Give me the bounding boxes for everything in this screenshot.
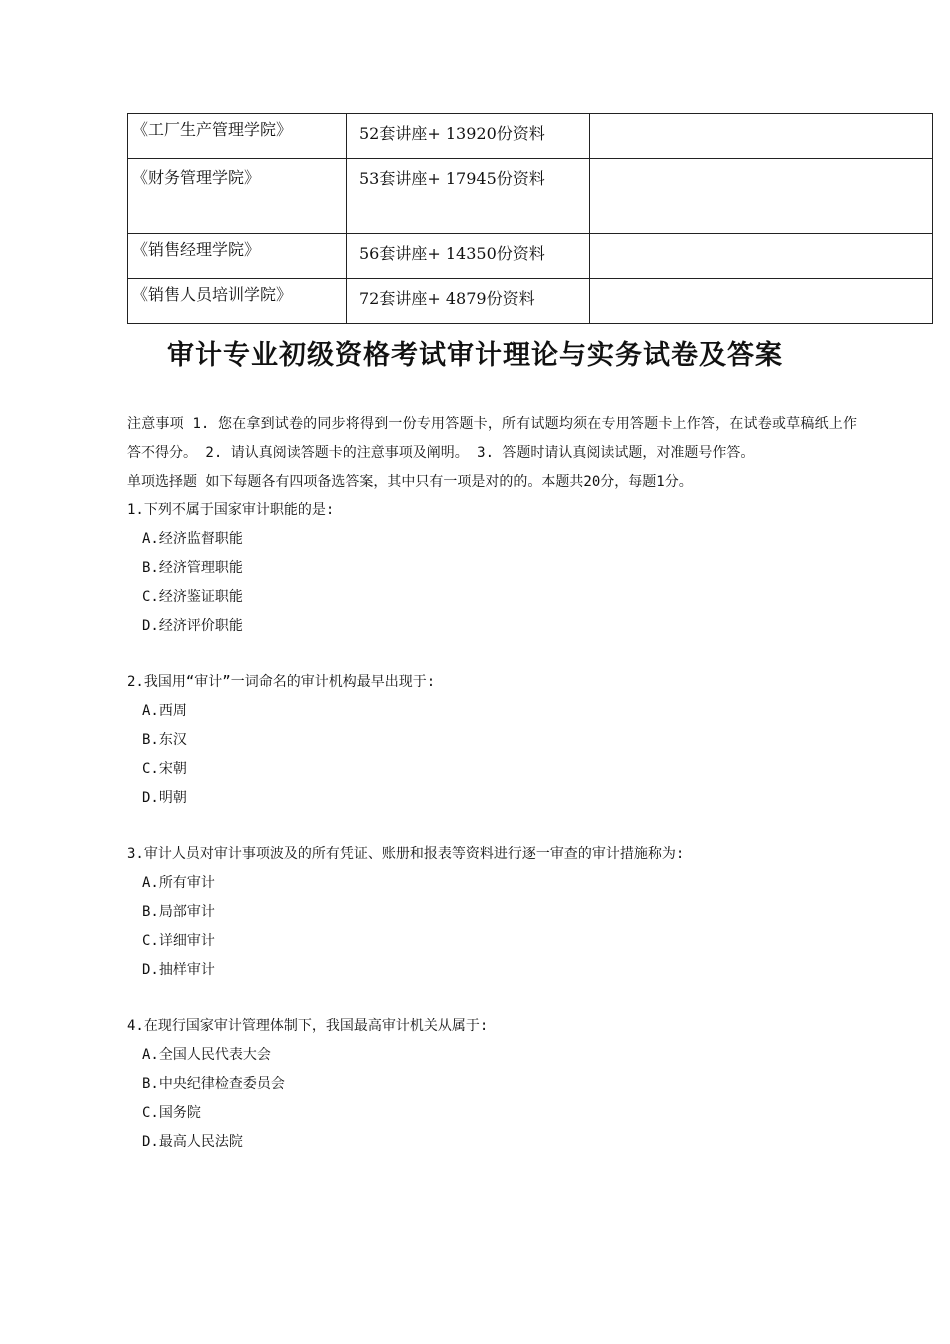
document-title: 审计专业初级资格考试审计理论与实务试卷及答案: [167, 340, 783, 371]
table-row: [128, 279, 933, 324]
option-d: D.抽样审计: [142, 961, 215, 978]
option-c: C.国务院: [142, 1104, 201, 1121]
table-cell-content: 56套讲座+ 14350份资料: [347, 234, 590, 279]
table-cell-content: 52套讲座+ 13920份资料: [347, 114, 590, 159]
table-cell-note: [590, 234, 933, 279]
table-row: [128, 114, 933, 159]
resource-table: [127, 113, 933, 324]
table-cell-name: 《工厂生产管理学院》: [128, 114, 347, 159]
question-text: 4.在现行国家审计管理体制下，我国最高审计机关从属于:: [127, 1018, 489, 1035]
spacer: [127, 984, 857, 1012]
table-cell-content: 72套讲座+ 4879份资料: [347, 279, 590, 324]
option-c: C.经济鉴证职能: [142, 588, 243, 605]
table-cell-name: 《销售经理学院》: [128, 234, 347, 279]
table-cell-name: 《销售人员培训学院》: [128, 279, 347, 324]
option-b: B.经济管理职能: [142, 559, 243, 576]
exam-body: [127, 410, 857, 1156]
option-b: B.局部审计: [142, 903, 215, 920]
table-cell-name: 《财务管理学院》: [128, 159, 347, 234]
spacer: [127, 812, 857, 840]
option-d: D.明朝: [142, 789, 187, 806]
spacer: [127, 640, 857, 668]
option-b: B.中央纪律检查委员会: [142, 1075, 285, 1092]
table-cell-note: [590, 114, 933, 159]
question-4: [127, 1012, 857, 1156]
option-a: A.经济监督职能: [142, 531, 243, 548]
question-2: [127, 668, 857, 812]
table-cell-note: [590, 279, 933, 324]
option-b: B.东汉: [142, 731, 187, 748]
option-d: D.最高人民法院: [142, 1133, 243, 1150]
table-row: [128, 159, 933, 234]
question-text: 3.审计人员对审计事项波及的所有凭证、账册和报表等资料进行逐一审查的审计措施称为:: [127, 846, 685, 863]
option-d: D.经济评价职能: [142, 617, 243, 634]
table-cell-note: [590, 159, 933, 234]
option-a: A.西周: [142, 703, 187, 720]
table-cell-content: 53套讲座+ 17945份资料: [347, 159, 590, 234]
question-text: 2.我国用“审计”一词命名的审计机构最早出现于:: [127, 674, 436, 691]
option-c: C.详细审计: [142, 932, 215, 949]
option-a: A.全国人民代表大会: [142, 1047, 271, 1064]
notice-paragraph: 注意事项 1. 您在拿到试卷的同步将得到一份专用答题卡，所有试题均须在专用答题卡上作答，在试卷或草稿纸上作答不得分。 2. 请认真阅读答题卡的注意事项及阐明。 3. 答题时请认真阅读试题，对准题号作答。: [127, 416, 857, 461]
section-heading: 单项选择题 如下每题各有四项备选答案，其中只有一项是对的的。本题共20分，每题1分。: [127, 473, 693, 490]
table-row: [128, 234, 933, 279]
question-text: 1.下列不属于国家审计职能的是:: [127, 502, 335, 519]
question-1: [127, 496, 857, 640]
option-c: C.宋朝: [142, 760, 187, 777]
option-a: A.所有审计: [142, 875, 215, 892]
question-3: [127, 840, 857, 984]
